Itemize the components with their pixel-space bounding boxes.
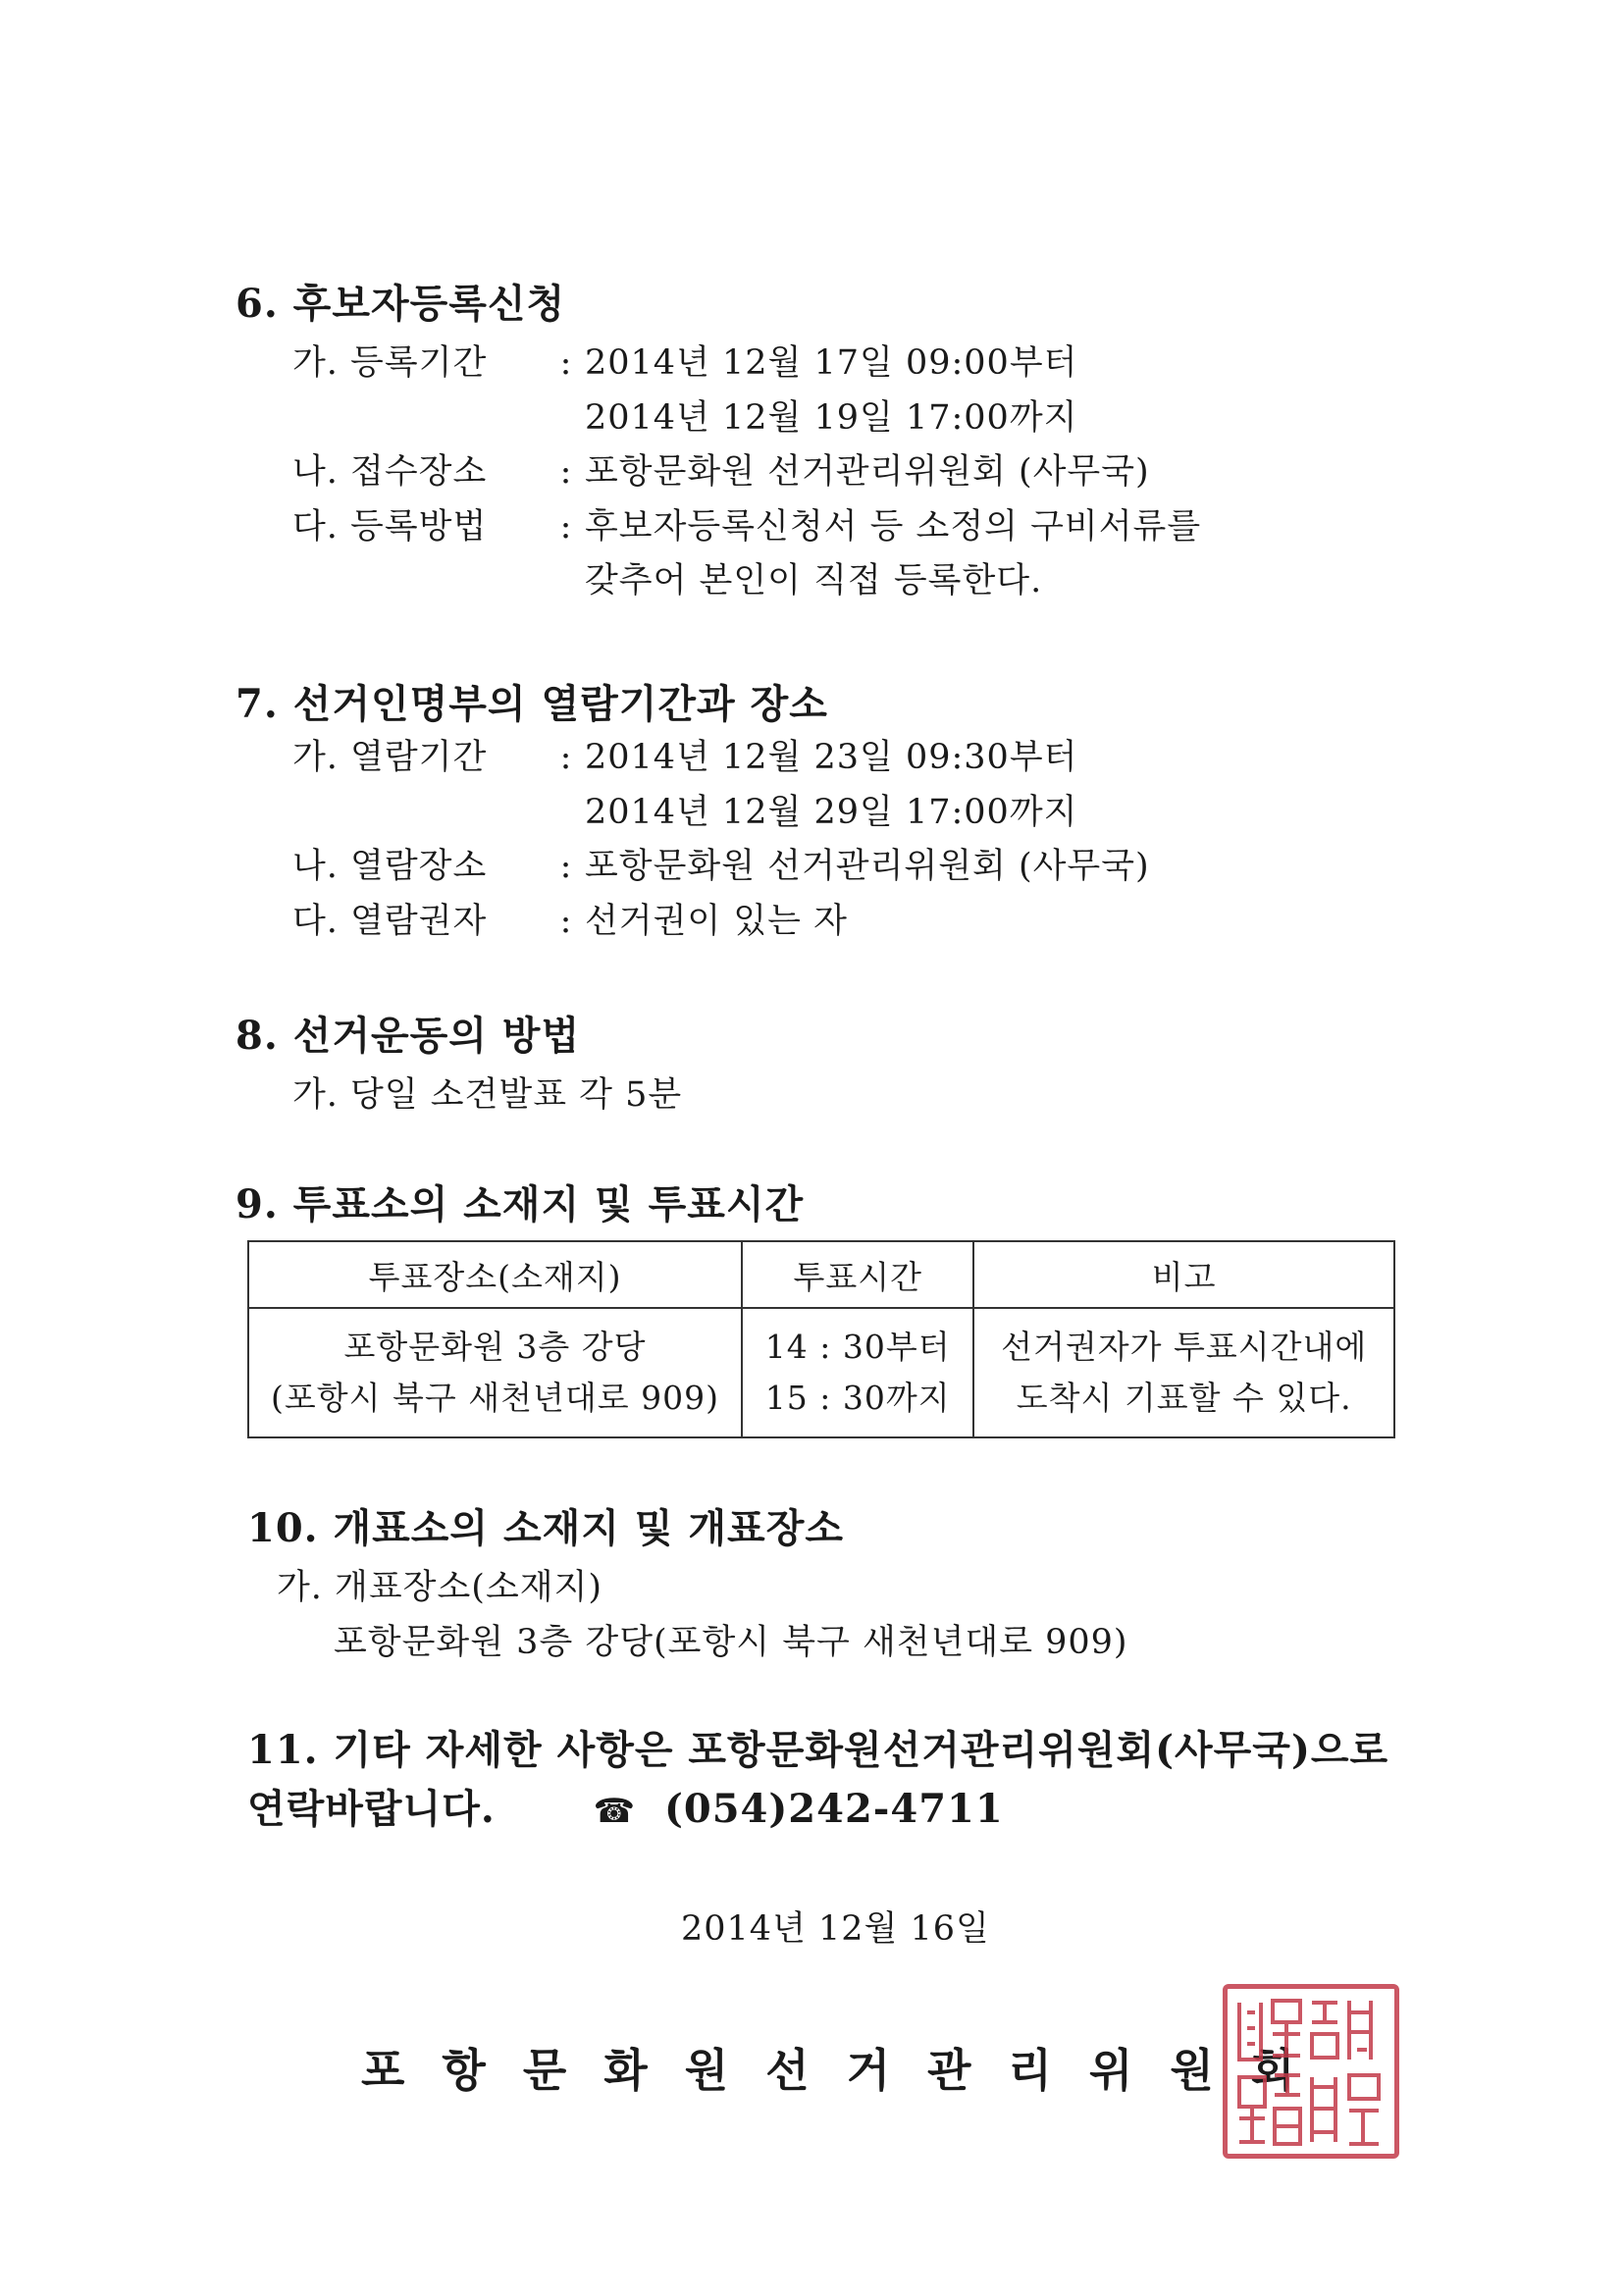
row-label: 다. 열람권자 (292, 901, 488, 941)
row-value: 선거권이 있는 자 (585, 901, 848, 941)
section8-heading: 8. 선거운동의 방법 (236, 1013, 581, 1059)
row-label: 가. 열람기간 (292, 738, 488, 777)
issue-date: 2014년 12월 16일 (681, 1909, 990, 1949)
row-colon: : (559, 506, 573, 547)
section10-heading: 10. 개표소의 소재지 및 개표장소 (247, 1505, 844, 1551)
official-seal (1223, 1984, 1399, 2159)
row-colon: : (559, 738, 573, 777)
seal-pattern (1228, 1989, 1394, 2154)
section6-row (292, 336, 1077, 385)
row-value: 후보자등록신청서 등 소정의 구비서류를 (585, 506, 1202, 547)
row-colon: : (559, 452, 573, 492)
header-time: 투표시간 (742, 1241, 973, 1308)
row-colon: : (559, 847, 573, 886)
cell-note (973, 1308, 1394, 1437)
note-line1: 선거권자가 투표시간내에 (1001, 1328, 1368, 1366)
contact-text: 연락바랍니다. (247, 1786, 496, 1832)
section6-row (292, 444, 1150, 494)
row-value: 2014년 12월 23일 09:30부터 (585, 738, 1078, 777)
header-place: 투표장소(소재지) (248, 1241, 742, 1308)
row-label: 가. 등록기간 (292, 343, 488, 383)
time-line2: 15 : 30까지 (764, 1379, 951, 1417)
section10-detail: 포항문화원 3층 강당(포항시 북구 새천년대로 909) (334, 1623, 1128, 1662)
section6-row (292, 391, 1077, 440)
row-label: 나. 접수장소 (292, 452, 488, 492)
polling-table (247, 1240, 1395, 1438)
row-label: 다. 등록방법 (292, 506, 488, 547)
row-label: 나. 열람장소 (292, 847, 488, 886)
note-line2: 도착시 기표할 수 있다. (1016, 1379, 1352, 1417)
time-line1: 14 : 30부터 (764, 1328, 951, 1366)
section7-row (292, 839, 1150, 888)
row-colon: : (559, 343, 573, 383)
section9-heading: 9. 투표소의 소재지 및 투표시간 (236, 1181, 805, 1227)
section6-row (292, 553, 1042, 602)
header-note: 비고 (973, 1241, 1394, 1308)
cell-place (248, 1308, 742, 1437)
section7-row (292, 730, 1077, 779)
telephone-icon: ☎ (593, 1792, 636, 1831)
row-value: 포항문화원 선거관리위원회 (사무국) (585, 847, 1150, 886)
section7-row (292, 785, 1077, 834)
table-header-row (248, 1241, 1394, 1308)
row-value: 포항문화원 선거관리위원회 (사무국) (585, 452, 1150, 492)
section6-row (292, 499, 1201, 548)
phone-number: (054)242-4711 (663, 1786, 1004, 1832)
section8-item: 가. 당일 소견발표 각 5분 (292, 1075, 683, 1115)
section11-line2 (247, 1778, 1004, 1834)
section7-row (292, 894, 848, 943)
row-value: 2014년 12월 19일 17:00까지 (585, 397, 1078, 438)
organization-name: 포항문화원선거관리위원회 (361, 2044, 1333, 2097)
row-value: 갖추어 본인이 직접 등록한다. (585, 561, 1043, 600)
cell-time (742, 1308, 973, 1437)
section10-item: 가. 개표장소(소재지) (277, 1568, 603, 1607)
place-line1: 포항문화원 3층 강당 (343, 1328, 647, 1366)
table-row (248, 1308, 1394, 1437)
row-value: 2014년 12월 17일 09:00부터 (585, 343, 1078, 383)
section7-heading: 7. 선거인명부의 열람기간과 장소 (236, 681, 828, 727)
row-colon: : (559, 901, 573, 941)
section11-line1: 11. 기타 자세한 사항은 포항문화원선거관리위원회(사무국)으로 (247, 1727, 1389, 1773)
place-line2: (포항시 북구 새천년대로 909) (271, 1379, 720, 1417)
section6-heading: 6. 후보자등록신청 (236, 281, 566, 327)
row-value: 2014년 12월 29일 17:00까지 (585, 792, 1078, 832)
